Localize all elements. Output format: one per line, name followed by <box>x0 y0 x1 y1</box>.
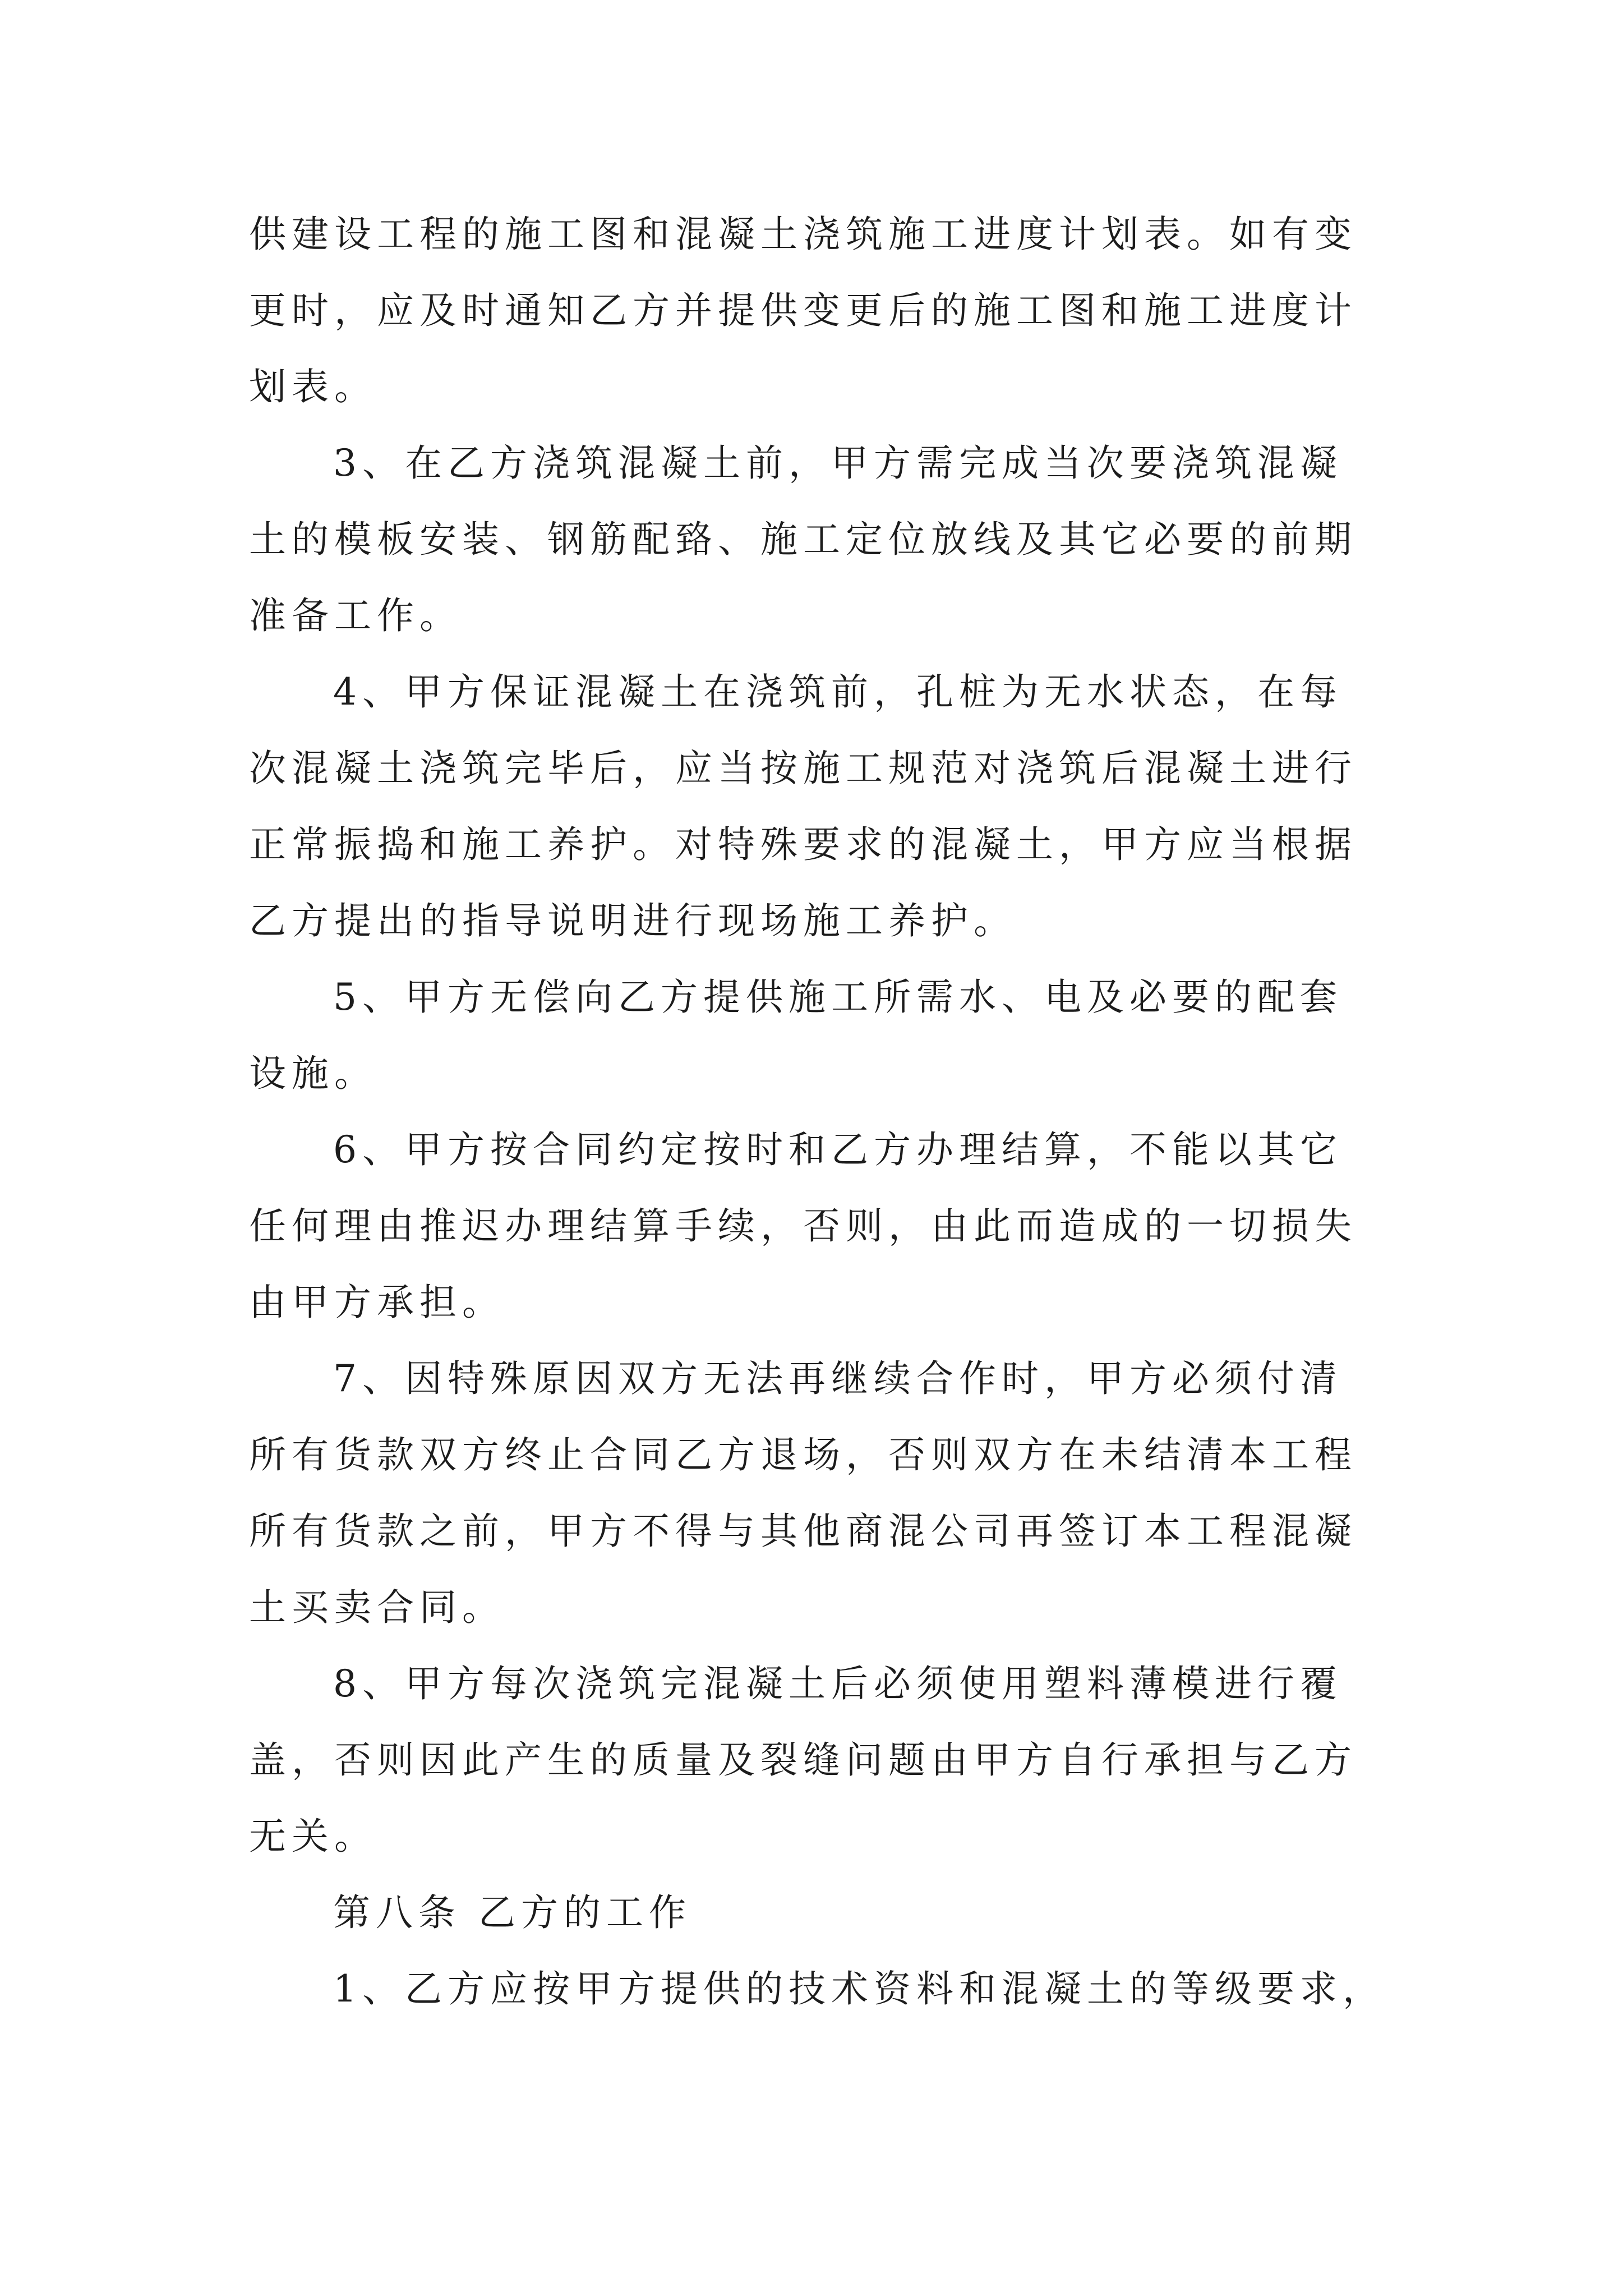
text-line: 次混凝土浇筑完毕后，应当按施工规范对浇筑后混凝土进行 <box>249 747 1357 790</box>
text-line: 任何理由推迟办理结算手续，否则，由此而造成的一切损失 <box>249 1204 1357 1248</box>
text-line: 准备工作。 <box>249 594 462 637</box>
text-line: 乙方提出的指导说明进行现场施工养护。 <box>249 899 1016 942</box>
text-line: 盖，否则因此产生的质量及裂缝问题由甲方自行承担与乙方 <box>249 1738 1357 1782</box>
text-line: 划表。 <box>249 365 377 408</box>
clause-7-start: 7、因特殊原因双方无法再继续合作时，甲方必须付清 <box>333 1357 1343 1400</box>
clause-4-start: 4、甲方保证混凝土在浇筑前，孔桩为无水状态，在每 <box>333 670 1343 714</box>
clause-3-start: 3、在乙方浇筑混凝土前，甲方需完成当次要浇筑混凝 <box>333 441 1343 485</box>
text-line: 所有货款之前，甲方不得与其他商混公司再签订本工程混凝 <box>249 1510 1357 1553</box>
clause-8-start: 8、甲方每次浇筑完混凝土后必须使用塑料薄模进行覆 <box>333 1662 1343 1705</box>
text-line: 土的模板安装、钢筋配臵、施工定位放线及其它必要的前期 <box>249 518 1357 561</box>
text-line: 由甲方承担。 <box>249 1281 505 1324</box>
text-line: 无关。 <box>249 1815 377 1858</box>
text-line: 土买卖合同。 <box>249 1586 505 1629</box>
text-line: 所有货款双方终止合同乙方退场，否则双方在未结清本工程 <box>249 1433 1357 1476</box>
text-line: 设施。 <box>249 1052 377 1095</box>
clause-6-start: 6、甲方按合同约定按时和乙方办理结算，不能以其它 <box>333 1128 1343 1171</box>
text-line: 更时，应及时通知乙方并提供变更后的施工图和施工进度计 <box>249 289 1357 332</box>
text-line: 供建设工程的施工图和混凝土浇筑施工进度计划表。如有变 <box>249 213 1357 256</box>
clause-5-start: 5、甲方无偿向乙方提供施工所需水、电及必要的配套 <box>333 976 1343 1019</box>
article-8-heading: 第八条 乙方的工作 <box>333 1891 691 1934</box>
article-8-clause-1-start: 1、乙方应按甲方提供的技术资料和混凝土的等级要求， <box>333 1967 1385 2010</box>
document-body <box>249 196 1399 2027</box>
text-line: 正常振捣和施工养护。对特殊要求的混凝土，甲方应当根据 <box>249 823 1357 866</box>
